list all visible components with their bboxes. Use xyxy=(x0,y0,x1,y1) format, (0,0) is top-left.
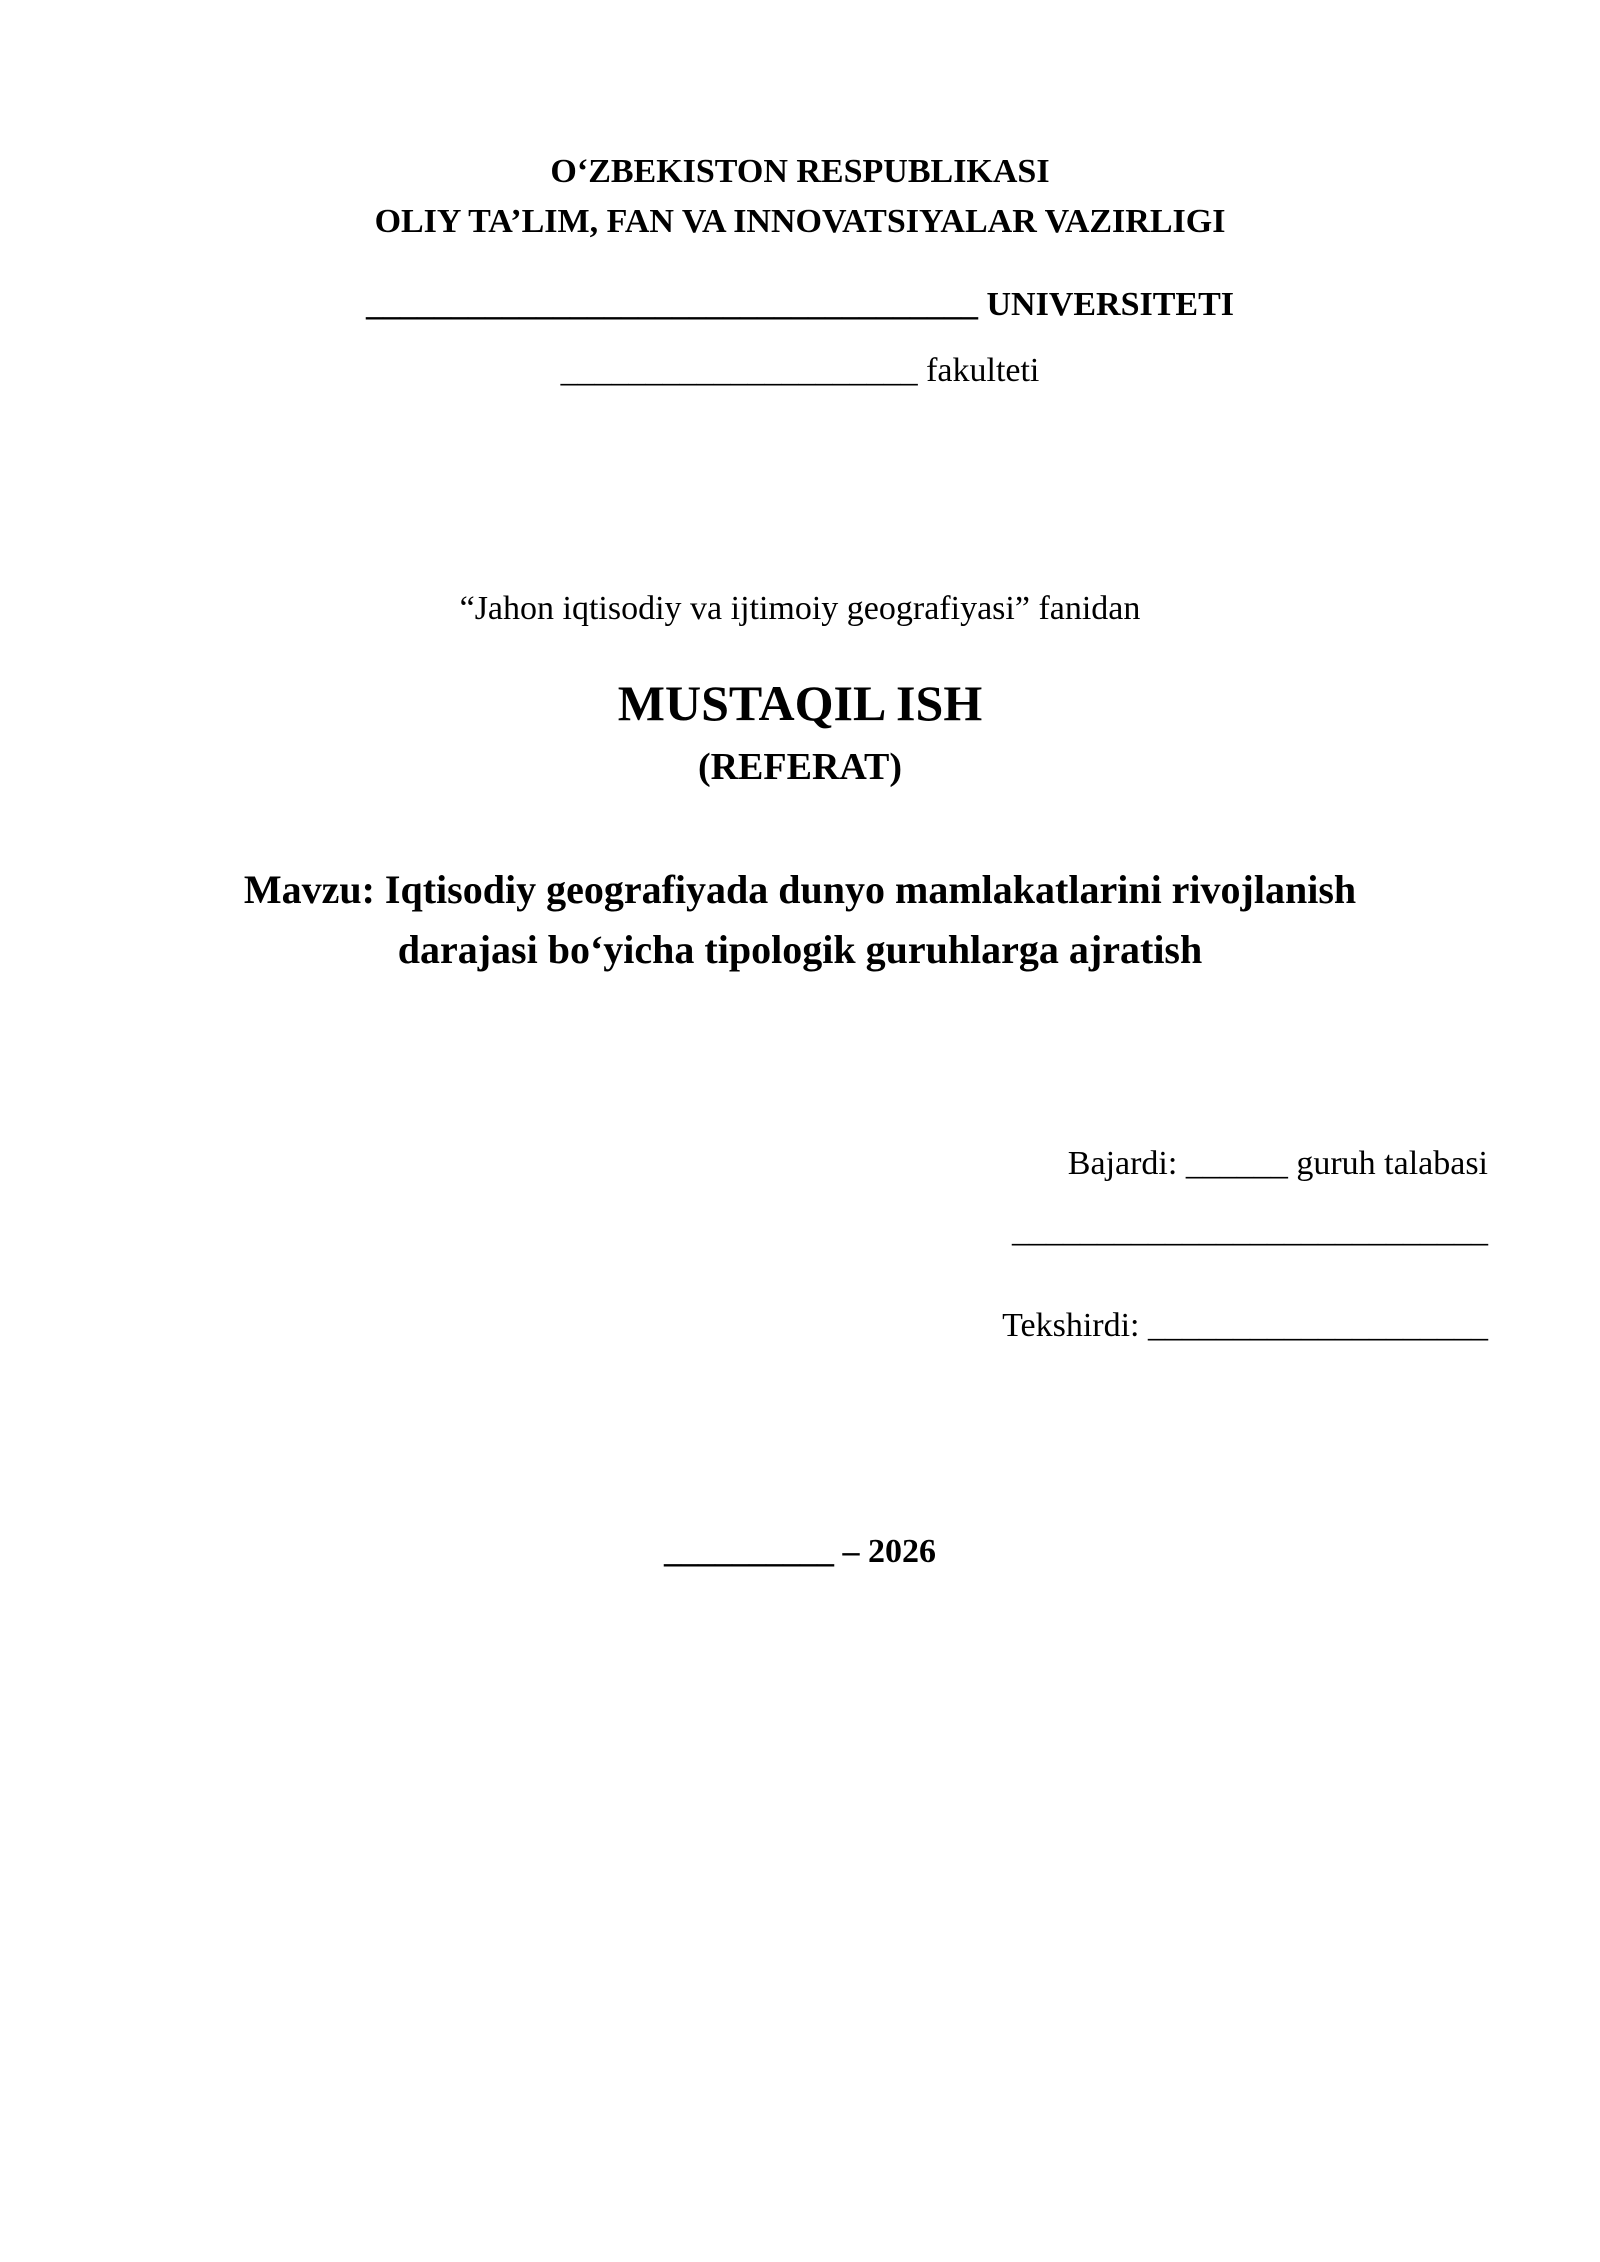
tekshirdi-line xyxy=(1002,1307,1488,1345)
document-title xyxy=(0,674,1600,732)
topic-text-1: Mavzu: Iqtisodiy geografiyada dunyo mamlakatlarini rivojlanish xyxy=(243,867,1357,912)
topic-line-1 xyxy=(0,866,1600,913)
topic-line-2 xyxy=(0,926,1600,973)
student-name-line xyxy=(1012,1212,1488,1250)
year-line xyxy=(0,1533,1600,1571)
year-city-blank: __________ xyxy=(664,1533,834,1570)
topic-text-2: darajasi bo‘yicha tipologik guruhlarga ajratish xyxy=(397,927,1203,972)
subject-line xyxy=(0,590,1600,628)
university-label: UNIVERSITETI xyxy=(986,286,1235,323)
bajardi-suffix: guruh talabasi xyxy=(1296,1145,1488,1182)
subject-text: “Jahon iqtisodiy va ijtimoiy geografiyasi” fanidan xyxy=(459,590,1141,627)
tekshirdi-label: Tekshirdi: xyxy=(1002,1307,1140,1344)
faculty-label: fakulteti xyxy=(926,352,1040,389)
ministry-country-heading xyxy=(0,153,1600,191)
faculty-blank: _____________________ xyxy=(560,352,918,389)
university-blank: ____________________________________ xyxy=(365,286,978,323)
bajardi-label: Bajardi: xyxy=(1067,1145,1178,1182)
university-line xyxy=(0,286,1600,324)
ministry-name: OLIY TA’LIM, FAN VA INNOVATSIYALAR VAZIRLIGI xyxy=(374,203,1226,240)
title-main: MUSTAQIL ISH xyxy=(617,675,983,731)
faculty-line xyxy=(0,352,1600,390)
country-name: O‘ZBEKISTON RESPUBLIKASI xyxy=(550,153,1050,190)
bajardi-line xyxy=(1068,1145,1488,1183)
title-sub: (REFERAT) xyxy=(697,746,903,788)
bajardi-group-blank: ______ xyxy=(1185,1145,1288,1182)
student-name-blank: ____________________________ xyxy=(1012,1212,1488,1249)
tekshirdi-blank: ____________________ xyxy=(1148,1307,1488,1344)
ministry-name-heading xyxy=(0,203,1600,241)
document-subtitle xyxy=(0,745,1600,789)
year-text: – 2026 xyxy=(842,1533,936,1570)
